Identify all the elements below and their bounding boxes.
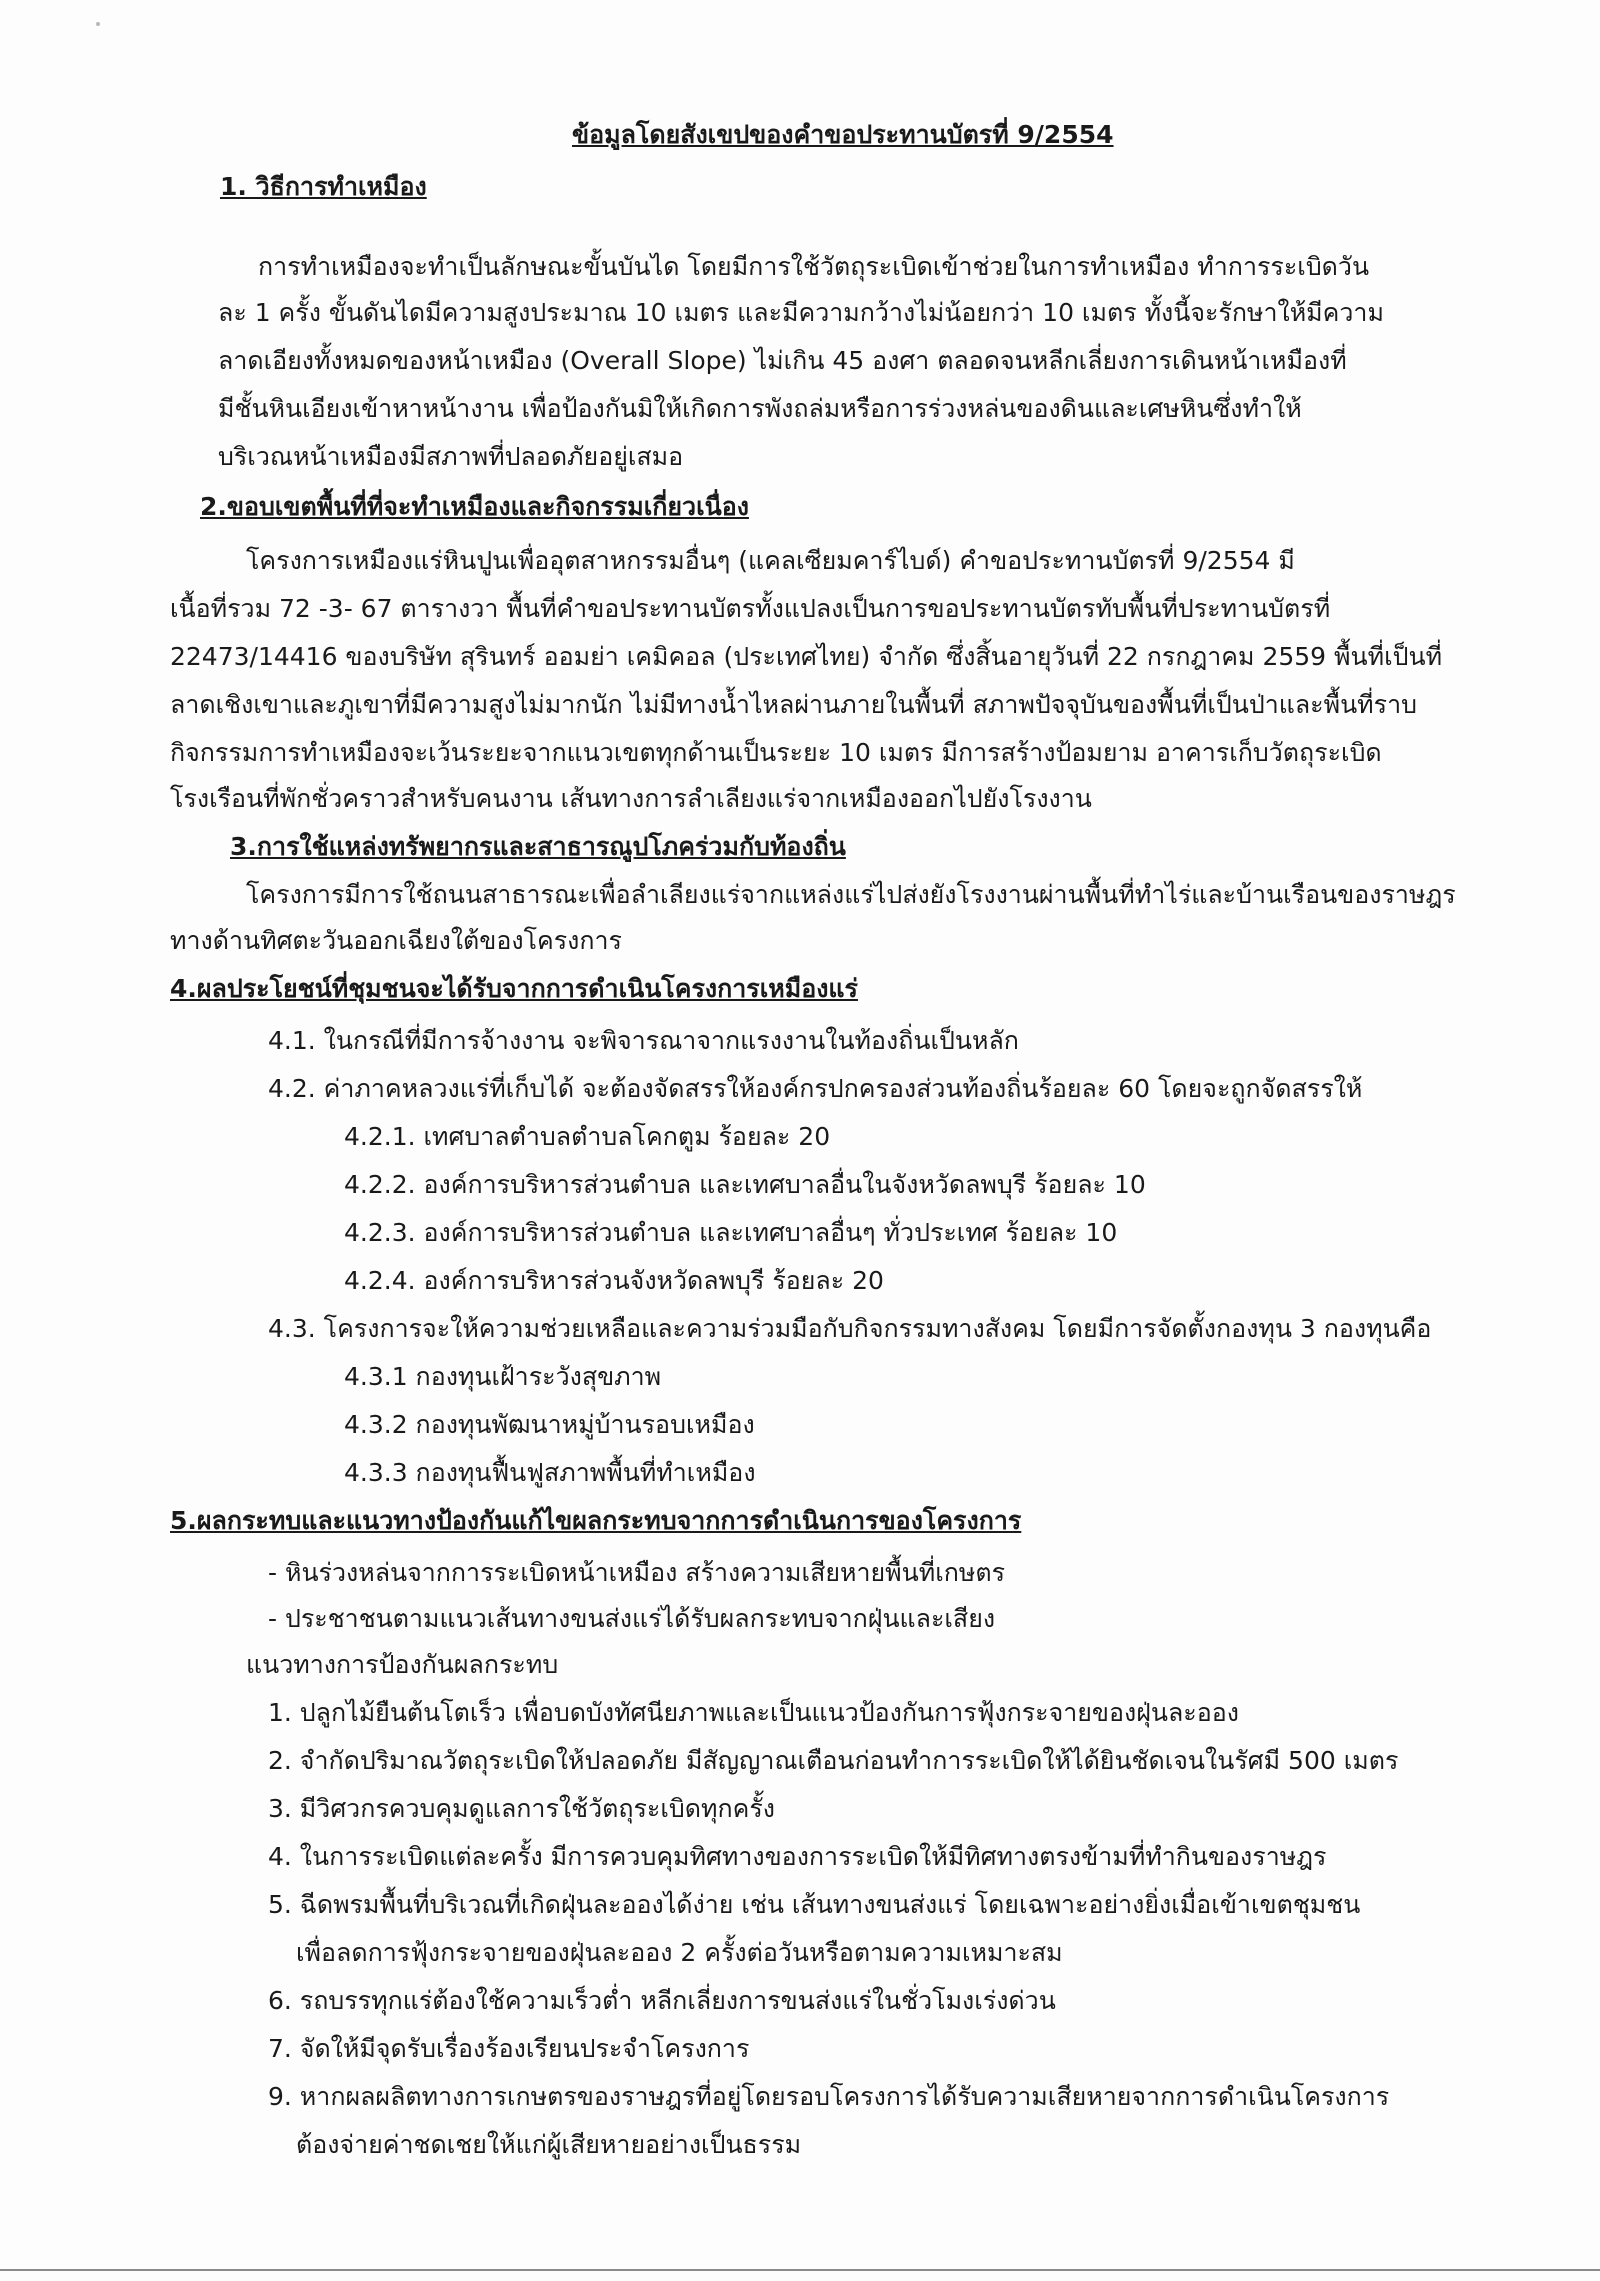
section-2-line: ลาดเชิงเขาและภูเขาที่มีความสูงไม่มากนัก ไม่มีทางน้ำไหลผ่านภายในพื้นที่ สภาพปัจจุบันของพื้นที่เป็นป่าและพื้นที่ราบ: [170, 690, 1417, 719]
section-4-heading: 4.ผลประโยชน์ที่ชุมชนจะได้รับจากการดำเนินโครงการเหมืองแร่: [170, 974, 858, 1003]
page-bottom-edge: [0, 2269, 1600, 2271]
section-5-measure: 5. ฉีดพรมพื้นที่บริเวณที่เกิดฝุ่นละอองได้ง่าย เช่น เส้นทางขนส่งแร่ โดยเฉพาะอย่างยิ่งเมื่อเข้าเขตชุมชน: [268, 1890, 1361, 1919]
section-5-measure: 4. ในการระเบิดแต่ละครั้ง มีการควบคุมทิศทางของการระเบิดให้มีทิศทางตรงข้ามที่ทำกินของราษฎร: [268, 1842, 1327, 1871]
section-4-subitem: 4.3.1 กองทุนเฝ้าระวังสุขภาพ: [344, 1362, 662, 1391]
section-4-subitem: 4.3.3 กองทุนฟื้นฟูสภาพพื้นที่ทำเหมือง: [344, 1458, 756, 1487]
section-5-impact: - หินร่วงหล่นจากการระเบิดหน้าเหมือง สร้างความเสียหายพื้นที่เกษตร: [268, 1558, 1006, 1587]
section-4-subitem: 4.2.1. เทศบาลตำบลตำบลโคกตูม ร้อยละ 20: [344, 1122, 831, 1151]
page-title: ข้อมูลโดยสังเขปของคำขอประทานบัตรที่ 9/2554: [572, 120, 1114, 149]
section-4-item: 4.3. โครงการจะให้ความช่วยเหลือและความร่วมมือกับกิจกรรมทางสังคม โดยมีการจัดตั้งกองทุน 3 กองทุนคือ: [268, 1314, 1432, 1343]
section-5-measure: 9. หากผลผลิตทางการเกษตรของราษฎรที่อยู่โดยรอบโครงการได้รับความเสียหายจากการดำเนินโครงการ: [268, 2082, 1390, 2111]
section-1-line: ละ 1 ครั้ง ขั้นดันไดมีความสูงประมาณ 10 เมตร และมีความกว้างไม่น้อยกว่า 10 เมตร ทั้งนี้จะรักษาให้มีความ: [218, 298, 1384, 327]
section-1-line: มีชั้นหินเอียงเข้าหาหน้างาน เพื่อป้องกันมิให้เกิดการพังถล่มหรือการร่วงหล่นของดินและเศษหินซึ่งทำให้: [218, 394, 1302, 423]
section-2-line: โรงเรือนที่พักชั่วคราวสำหรับคนงาน เส้นทางการลำเลียงแร่จากเหมืองออกไปยังโรงงาน: [170, 784, 1092, 813]
section-5-measure-cont: เพื่อลดการฟุ้งกระจายของฝุ่นละออง 2 ครั้งต่อวันหรือตามความเหมาะสม: [296, 1938, 1063, 1967]
section-5-measure: 2. จำกัดปริมาณวัตถุระเบิดให้ปลอดภัย มีสัญญาณเตือนก่อนทำการระเบิดให้ได้ยินชัดเจนในรัศมี 500 เมตร: [268, 1746, 1399, 1775]
section-5-measure-cont: ต้องจ่ายค่าชดเชยให้แก่ผู้เสียหายอย่างเป็นธรรม: [296, 2130, 802, 2159]
section-3-line: โครงการมีการใช้ถนนสาธารณะเพื่อลำเลียงแร่จากแหล่งแร่ไปส่งยังโรงงานผ่านพื้นที่ทำไร่และบ้านเรือนของราษฎร: [246, 880, 1456, 909]
section-4-item: 4.1. ในกรณีที่มีการจ้างงาน จะพิจารณาจากแรงงานในท้องถิ่นเป็นหลัก: [268, 1026, 1019, 1055]
section-5-measure: 7. จัดให้มีจุดรับเรื่องร้องเรียนประจำโครงการ: [268, 2034, 750, 2063]
section-1-line: บริเวณหน้าเหมืองมีสภาพที่ปลอดภัยอยู่เสมอ: [218, 442, 684, 471]
section-5-impact: - ประชาชนตามแนวเส้นทางขนส่งแร่ได้รับผลกระทบจากฝุ่นและเสียง: [268, 1604, 996, 1633]
section-3-line: ทางด้านทิศตะวันออกเฉียงใต้ของโครงการ: [170, 926, 622, 955]
section-5-measure: 6. รถบรรทุกแร่ต้องใช้ความเร็วต่ำ หลีกเลี่ยงการขนส่งแร่ในชั่วโมงเร่งด่วน: [268, 1986, 1056, 2015]
section-5-heading: 5.ผลกระทบและแนวทางป้องกันแก้ไขผลกระทบจากการดำเนินการของโครงการ: [170, 1506, 1022, 1535]
section-4-subitem: 4.2.3. องค์การบริหารส่วนตำบล และเทศบาลอื่นๆ ทั่วประเทศ ร้อยละ 10: [344, 1218, 1118, 1247]
section-2-line: โครงการเหมืองแร่หินปูนเพื่ออุตสาหกรรมอื่นๆ (แคลเซียมคาร์ไบด์) คำขอประทานบัตรที่ 9/2554 มี: [246, 546, 1295, 575]
section-5-measure: 3. มีวิศวกรควบคุมดูแลการใช้วัตถุระเบิดทุกครั้ง: [268, 1794, 775, 1823]
section-5-measure: 1. ปลูกไม้ยืนต้นโตเร็ว เพื่อบดบังทัศนียภาพและเป็นแนวป้องกันการฟุ้งกระจายของฝุ่นละออง: [268, 1698, 1239, 1727]
section-4-subitem: 4.2.2. องค์การบริหารส่วนตำบล และเทศบาลอื่นในจังหวัดลพบุรี ร้อยละ 10: [344, 1170, 1146, 1199]
scan-speck: [96, 22, 100, 26]
section-2-line: 22473/14416 ของบริษัท สุรินทร์ ออมย่า เคมิคอล (ประเทศไทย) จำกัด ซึ่งสิ้นอายุวันที่ 22 กรกฎาคม 2559 พื้นที่เป็นที่: [170, 642, 1443, 671]
section-2-heading: 2.ขอบเขตพื้นที่ที่จะทำเหมืองและกิจกรรมเกี่ยวเนื่อง: [200, 492, 749, 521]
section-5-subheading: แนวทางการป้องกันผลกระทบ: [246, 1650, 559, 1679]
section-2-line: กิจกรรมการทำเหมืองจะเว้นระยะจากแนวเขตทุกด้านเป็นระยะ 10 เมตร มีการสร้างป้อมยาม อาคารเก็บวัตถุระเบิด: [170, 738, 1382, 767]
section-1-line: ลาดเอียงทั้งหมดของหน้าเหมือง (Overall Slope) ไม่เกิน 45 องศา ตลอดจนหลีกเลี่ยงการเดินหน้าเหมืองที่: [218, 346, 1347, 375]
section-4-subitem: 4.2.4. องค์การบริหารส่วนจังหวัดลพบุรี ร้อยละ 20: [344, 1266, 884, 1295]
section-4-subitem: 4.3.2 กองทุนพัฒนาหมู่บ้านรอบเหมือง: [344, 1410, 755, 1439]
section-3-heading: 3.การใช้แหล่งทรัพยากรและสาธารณูปโภคร่วมกับท้องถิ่น: [230, 832, 846, 861]
section-1-line: การทำเหมืองจะทำเป็นลักษณะขั้นบันได โดยมีการใช้วัตถุระเบิดเข้าช่วยในการทำเหมือง ทำการระเบิดวัน: [258, 252, 1370, 281]
section-4-item: 4.2. ค่าภาคหลวงแร่ที่เก็บได้ จะต้องจัดสรรให้องค์กรปกครองส่วนท้องถิ่นร้อยละ 60 โดยจะถูกจัดสรรให้: [268, 1074, 1363, 1103]
section-1-heading: 1. วิธีการทำเหมือง: [220, 172, 427, 201]
section-2-line: เนื้อที่รวม 72 -3- 67 ตารางวา พื้นที่คำขอประทานบัตรทั้งแปลงเป็นการขอประทานบัตรทับพื้นที่ประทานบัตรที่: [170, 594, 1331, 623]
